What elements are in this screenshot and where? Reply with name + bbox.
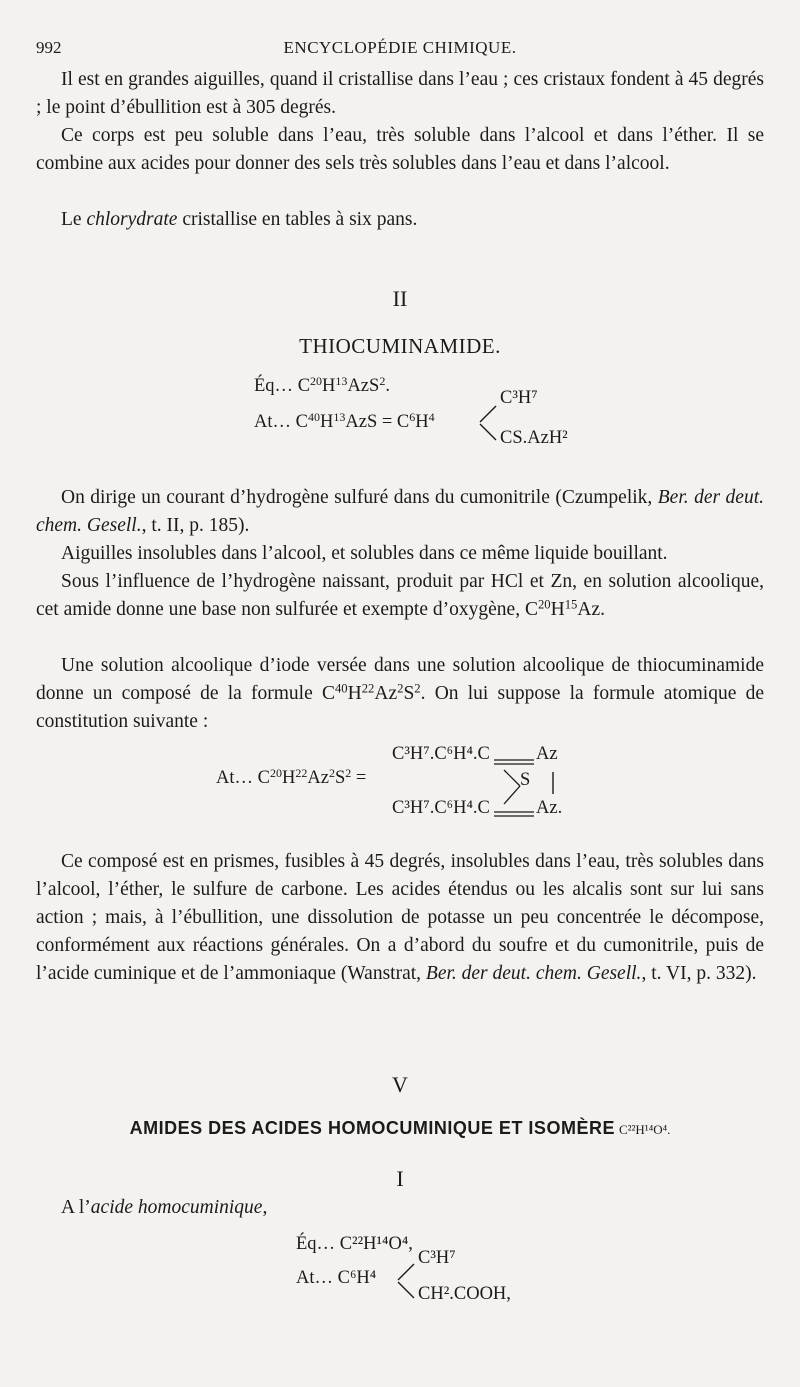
homo-branch-lower: CH².COOH, [418, 1284, 511, 1304]
paragraph-preparation: On dirige un courant d’hydrogène sulfuré dans du cumonitrile (Czumpelik, Ber. der deut. chem. Gesell., t. II, p. 185). [36, 487, 764, 536]
paragraph-chlorydrate: Le chlorydrate cristallise en tables à six pans. [61, 209, 418, 230]
eq-label: Éq… [254, 376, 294, 396]
paragraph-hydrogen: Sous l’influence de l’hydrogène naissant, produit par HCl et Zn, en solution alcoolique, cet amide donne une base non sulfurée et exempte d’oxygène, $C^{20}H^{15}Az$. [36, 571, 764, 620]
page-header [36, 38, 764, 62]
struct-label: At… $C^{20}H^{22}Az^2S^2$ = [216, 766, 367, 788]
paragraph-aiguilles: Aiguilles insolubles dans l’alcool, et solubles dans ce même liquide bouillant. [61, 543, 668, 564]
section-numeral-II: II [392, 286, 408, 311]
paragraph-crystal: Il est en grandes aiguilles, quand il cristallise dans l’eau ; ces cristaux fondent à 45 degrés ; le point d’ébullition est à 305 degrés. [36, 69, 764, 118]
struct-s: S [520, 770, 531, 790]
paragraph-solubility: Ce corps est peu soluble dans l’eau, très soluble dans l’alcool et dans l’éther. Il se combine aux acides pour donner des sels très solubles dans l’eau et dans l’alcool. [36, 125, 764, 174]
section-formula: C²²H¹⁴O⁴. [618, 1122, 671, 1137]
page-number: 992 [36, 38, 62, 57]
branch-upper: C³H⁷ [500, 388, 538, 408]
section-title-homocuminique: AMIDES DES ACIDES HOMOCUMINIQUE ET ISOMÈRE C²²H¹⁴O⁴. [129, 1118, 671, 1138]
section-numeral-V: V [392, 1072, 408, 1097]
subsection-numeral-I: I [396, 1166, 404, 1191]
struct-lower: C³H⁷.C⁶H⁴.C [392, 798, 490, 818]
branch-lines [478, 400, 498, 446]
acid-name: acide homocuminique [90, 1197, 263, 1218]
running-title: ENCYCLOPÉDIE CHIMIQUE. [283, 38, 517, 57]
paragraph-prismes: Ce composé est en prismes, fusibles à 45 degrés, insolubles dans l’eau, très solubles dans l’alcool, l’éther, le sulfure de carbone. Les acides étendus ou les alcalis sont sur lui sans action ; mais, à l’ébullition, une dissolution de potasse un peu concentrée le décompose, conformément aux réactions générales. On a d’abord du soufre et du cumonitrile, puis de l’acide cuminique et de l’ammoniaque (Wanstrat, Ber. der deut. chem. Gesell., t. VI, p. 332). [36, 851, 764, 984]
struct-vertical-bond [550, 770, 556, 796]
paragraph-homocuminique-intro: A l’acide homocuminique, [61, 1197, 268, 1218]
struct-az-upper: Az [536, 744, 558, 764]
struct-bonds [490, 748, 538, 824]
thio-atomic-formula: At… $C^{40}H^{13}AzS = C^6H^4$ [254, 410, 435, 432]
homo-equivalent-formula: Éq… C²²H¹⁴O⁴, [296, 1234, 413, 1254]
homo-atomic-formula: At… C⁶H⁴ [296, 1268, 377, 1288]
paragraph-iode: Une solution alcoolique d’iode versée dans une solution alcoolique de thiocuminamide donne un composé de la formule $C^{40}H^{22}Az^2S^2$. On lui suppose la formule atomique de constitution suivante : [36, 655, 764, 732]
homo-branch-lines [396, 1258, 416, 1304]
struct-az-lower: Az. [536, 798, 563, 818]
journal-ref-2: Ber. der deut. chem. Gesell. [425, 963, 642, 984]
journal-ref: Ber. der deut. chem. Gesell. [36, 487, 764, 536]
homo-branch-upper: C³H⁷ [418, 1248, 456, 1268]
section-title-thiocuminamide: THIOCUMINAMIDE. [299, 334, 501, 358]
struct-upper: C³H⁷.C⁶H⁴.C [392, 744, 490, 764]
at-label: At… [254, 412, 291, 432]
branch-lower: CS.AzH² [500, 428, 568, 448]
chlorydrate-term: chlorydrate [86, 209, 178, 230]
thio-equivalent-formula: Éq… $C^{20}H^{13}AzS^2$. [254, 374, 390, 396]
